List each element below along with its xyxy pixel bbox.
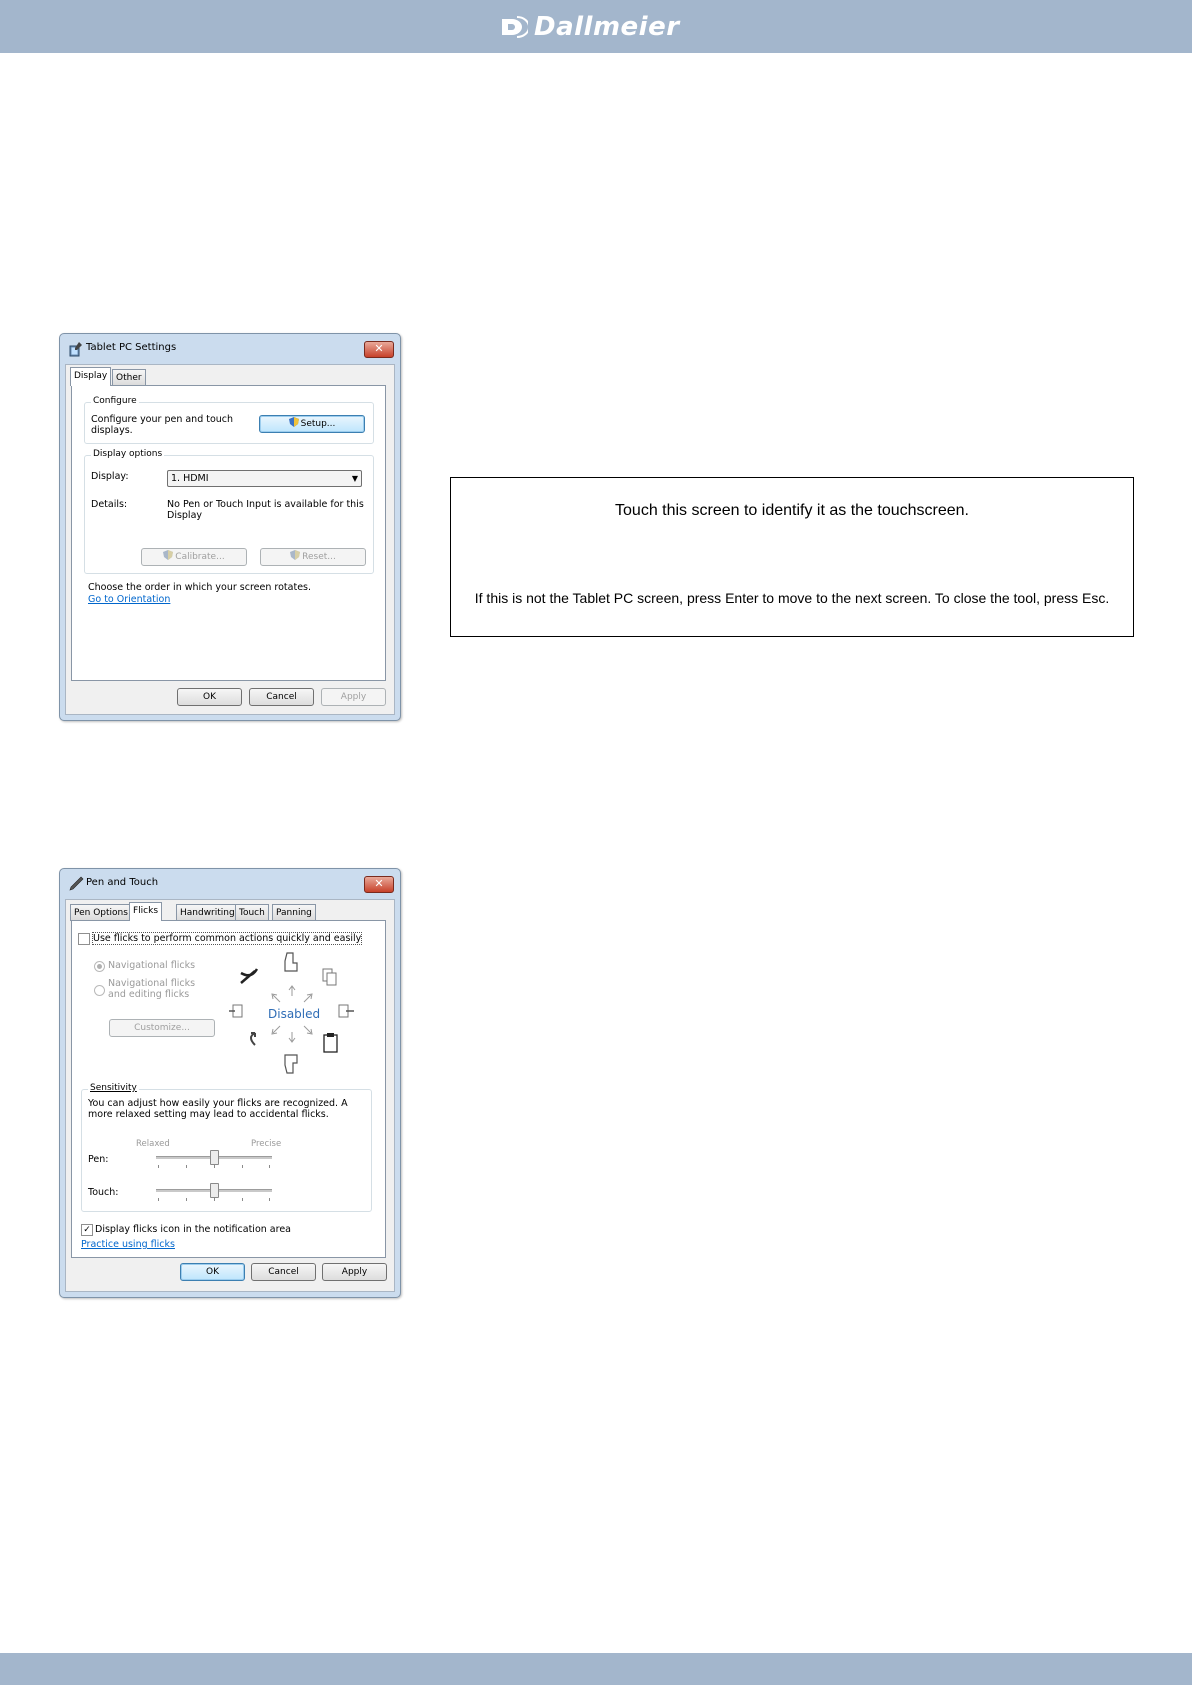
configure-group <box>84 396 374 444</box>
calibrate-button-label: Calibrate... <box>175 552 225 562</box>
brand-logo <box>500 12 680 42</box>
customize-button[interactable]: Customize... <box>109 1019 215 1037</box>
tab-handwriting[interactable]: Handwriting <box>176 904 239 921</box>
slider-tick <box>242 1165 243 1168</box>
tab-display[interactable]: Display <box>70 367 111 386</box>
flicks-tab-panel <box>71 920 386 1258</box>
tab-panning[interactable]: Panning <box>272 904 316 921</box>
details-label: Details: <box>91 499 128 510</box>
close-button[interactable]: ✕ <box>364 341 394 358</box>
uac-shield-icon <box>163 550 173 560</box>
header-band <box>0 0 1192 53</box>
dialog-title: Tablet PC Settings <box>86 342 177 353</box>
touch-identify-instruction: If this is not the Tablet PC screen, press Enter to move to the next screen. To close the tool, press Esc. <box>474 590 1110 606</box>
setup-button[interactable] <box>259 415 365 433</box>
dialog-client-area <box>65 899 395 1292</box>
tablet-pc-settings-dialog <box>59 333 401 721</box>
chevron-down-icon: ▼ <box>351 474 358 483</box>
navigational-flicks-radio[interactable] <box>94 961 105 972</box>
flicks-status-text: Disabled <box>268 1007 321 1021</box>
display-select[interactable] <box>167 470 362 487</box>
tab-flicks[interactable]: Flicks <box>129 902 162 921</box>
pen-and-touch-dialog <box>59 868 401 1298</box>
dallmeier-logo-icon <box>500 15 528 39</box>
brand-name: Dallmeier <box>534 12 680 42</box>
ok-button[interactable]: OK <box>177 688 242 706</box>
precise-label: Precise <box>251 1139 282 1149</box>
slider-tick <box>158 1198 159 1201</box>
tab-pen-options[interactable]: Pen Options <box>70 904 132 921</box>
sensitivity-group-title: Sensitivity <box>90 1083 137 1093</box>
apply-button[interactable]: Apply <box>321 688 386 706</box>
ok-button[interactable]: OK <box>180 1263 245 1281</box>
touch-identify-title: Touch this screen to identify it as the touchscreen. <box>615 502 969 519</box>
calibrate-button[interactable] <box>141 548 247 566</box>
paste-clipboard-icon <box>324 1033 337 1052</box>
forward-page-icon <box>339 1005 354 1017</box>
dialog-title: Pen and Touch <box>86 877 159 888</box>
slider-tick <box>214 1165 215 1168</box>
display-label: Display: <box>91 471 129 482</box>
relaxed-label: Relaxed <box>136 1139 170 1149</box>
slider-thumb[interactable] <box>210 1183 219 1198</box>
display-select-value: 1. HDMI <box>171 473 209 484</box>
use-flicks-label[interactable]: Use flicks to perform common actions quickly and easily <box>93 933 362 944</box>
go-to-orientation-link[interactable]: Go to Orientation <box>88 594 171 605</box>
navigational-editing-flicks-label: Navigational flicks and editing flicks <box>108 978 196 1000</box>
slider-tick <box>186 1165 187 1168</box>
slider-thumb[interactable] <box>210 1150 219 1165</box>
orientation-text: Choose the order in which your screen rotates. <box>88 582 312 593</box>
tab-other[interactable]: Other <box>112 369 146 386</box>
slider-tick <box>158 1165 159 1168</box>
hand-drag-up-icon <box>285 953 297 971</box>
sensitivity-description: You can adjust how easily your flicks are recognized. A more relaxed setting may lead to accidental flicks. <box>88 1098 348 1120</box>
uac-shield-icon <box>290 550 300 560</box>
footer-band <box>0 1653 1192 1685</box>
display-tab-panel <box>71 385 386 681</box>
slider-tick <box>269 1165 270 1168</box>
display-options-group <box>84 449 374 574</box>
cancel-button[interactable]: Cancel <box>251 1263 316 1281</box>
tab-touch[interactable]: Touch <box>235 904 269 921</box>
tablet-pen-icon <box>68 341 84 357</box>
hand-drag-down-icon <box>285 1055 297 1073</box>
apply-button[interactable]: Apply <box>322 1263 387 1281</box>
uac-shield-icon <box>289 417 299 427</box>
pen-sensitivity-slider[interactable] <box>156 1150 272 1170</box>
navigational-editing-flicks-radio[interactable] <box>94 985 105 996</box>
title-bar[interactable] <box>60 869 400 899</box>
reset-button[interactable] <box>260 548 366 566</box>
title-bar[interactable] <box>60 334 400 364</box>
display-flicks-icon-checkbox[interactable]: ✓ <box>81 1224 93 1236</box>
dialog-client-area <box>65 364 395 715</box>
configure-description: Configure your pen and touch displays. <box>91 414 234 436</box>
pen-sensitivity-label: Pen: <box>88 1154 109 1165</box>
pen-icon <box>68 876 84 892</box>
touchscreen-identify-box[interactable] <box>450 477 1134 637</box>
display-flicks-icon-label[interactable]: Display flicks icon in the notification area <box>95 1224 291 1235</box>
navigational-flicks-label: Navigational flicks <box>108 960 196 971</box>
setup-button-label: Setup... <box>300 419 336 429</box>
details-value: No Pen or Touch Input is available for this Display <box>167 499 364 521</box>
slider-tick <box>186 1198 187 1201</box>
undo-icon <box>251 1033 255 1045</box>
touch-sensitivity-label: Touch: <box>88 1187 119 1198</box>
back-page-icon <box>229 1005 242 1017</box>
slider-tick <box>242 1198 243 1201</box>
sensitivity-group <box>81 1083 372 1212</box>
close-button[interactable]: ✕ <box>364 876 394 893</box>
display-options-group-title: Display options <box>93 449 163 459</box>
touch-sensitivity-slider[interactable] <box>156 1183 272 1203</box>
slider-tick <box>269 1198 270 1201</box>
copy-icon <box>323 969 336 985</box>
configure-group-title: Configure <box>93 396 137 406</box>
cancel-button[interactable]: Cancel <box>249 688 314 706</box>
delete-x-icon <box>241 969 257 983</box>
use-flicks-checkbox[interactable] <box>78 933 90 945</box>
reset-button-label: Reset... <box>302 552 336 562</box>
slider-tick <box>214 1198 215 1201</box>
practice-flicks-link[interactable]: Practice using flicks <box>81 1239 175 1250</box>
